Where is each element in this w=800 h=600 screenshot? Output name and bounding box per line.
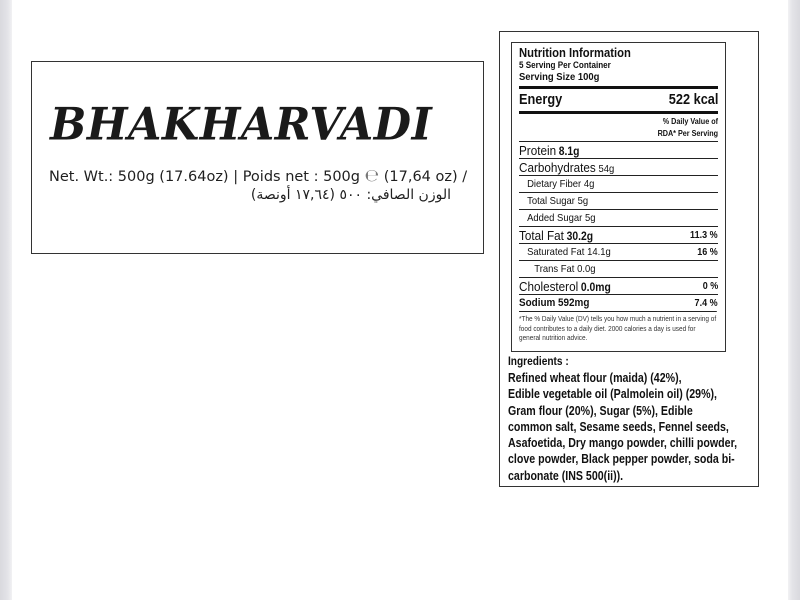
- ingredients-line: carbonate (INS 500(ii)).: [508, 468, 624, 483]
- ingredients-section: [508, 354, 758, 484]
- net-weight-en-fr: Net. Wt.: 500g (17.64oz) | Poids net : 500g: [49, 169, 360, 185]
- energy-label: Energy: [519, 92, 563, 108]
- nutrient-row-dietary-fiber: [519, 175, 718, 192]
- right-edge-shadow: [788, 0, 800, 600]
- nutrient-row-carbohydrates: [519, 158, 718, 175]
- nutrient-amount: 0.0g: [577, 263, 596, 275]
- nutrient-row-total-sugar: [519, 192, 718, 209]
- nutrient-name: Cholesterol: [519, 278, 579, 294]
- ingredients-line: clove powder, Black pepper powder, soda bi-: [508, 452, 735, 467]
- nutrient-amount: 14.1g: [587, 246, 611, 258]
- nutrient-dv: 7.4 %: [694, 297, 718, 309]
- nutrient-amount: 0.0mg: [580, 281, 611, 294]
- energy-value: 522 kcal: [668, 92, 718, 108]
- nutrient-row-added-sugar: [519, 209, 718, 226]
- net-weight-text: [49, 166, 479, 186]
- nutrient-amount: 30.2g: [566, 230, 594, 243]
- ingredients-line: Refined wheat flour (maida) (42%),: [508, 371, 682, 385]
- ingredients-line: Edible vegetable oil (Palmolein oil) (29%),: [508, 387, 718, 402]
- nutrient-amount: 8.1g: [558, 145, 580, 158]
- nutrient-name: Total Fat: [519, 227, 564, 243]
- nutrient-name: Saturated Fat: [527, 246, 585, 258]
- nutrition-title: Nutrition Information: [519, 46, 631, 60]
- nutrient-row-saturated-fat: [519, 243, 718, 260]
- nutrient-name: Carbohydrates: [519, 159, 596, 175]
- product-name: BHAKHARVADI: [50, 98, 433, 152]
- product-name-panel: [31, 61, 484, 254]
- nutrient-row-sodium: [519, 294, 718, 311]
- nutrient-name: Added Sugar: [527, 212, 583, 224]
- nutrient-row-trans-fat: [519, 260, 718, 277]
- nutrient-amount: 5g: [584, 212, 596, 224]
- nutrient-dv: 0 %: [702, 280, 718, 292]
- estimated-sign-icon: ℮: [364, 166, 380, 186]
- nutrient-row-cholesterol: [519, 277, 718, 294]
- nutrient-name: Sodium: [519, 297, 556, 309]
- nutrient-name: Total Sugar: [527, 195, 575, 207]
- net-weight-fr-tail: (17,64 oz) /: [379, 169, 468, 185]
- nutrient-dv: 11.3 %: [690, 229, 718, 241]
- nutrient-row-total-fat: [519, 226, 718, 243]
- ingredients-line: common salt, Sesame seeds, Fennel seeds,: [508, 419, 729, 434]
- nutrient-amount: 4g: [583, 178, 595, 190]
- ingredients-line: Gram flour (20%), Sugar (5%), Edible: [508, 403, 693, 418]
- nutrient-amount: 5g: [577, 195, 589, 207]
- serving-size: Serving Size 100g: [519, 71, 600, 83]
- nutrition-facts-table: [511, 42, 726, 352]
- nutrient-name: Trans Fat: [534, 263, 575, 275]
- daily-value-footnote: *The % Daily Value (DV) tells you how much a nutrient in a serving of food contributes to a daily diet. 2000 calories a day is used for general nutrition advice.: [519, 311, 717, 344]
- nutrient-row-protein: [519, 141, 718, 158]
- nutrition-ingredients-panel: [499, 31, 759, 487]
- ingredients-title: Ingredients :: [508, 356, 569, 368]
- daily-value-header: [519, 114, 718, 141]
- nutrient-name: Dietary Fiber: [527, 178, 582, 190]
- left-edge-shadow: [0, 0, 12, 600]
- nutrient-amount: 54g: [598, 162, 615, 175]
- energy-row: [519, 89, 718, 111]
- dv-header-line2: RDA* Per Serving: [657, 129, 718, 138]
- net-weight-arabic: الوزن الصافي: ٥٠٠ (١٧,٦٤ أونصة): [250, 187, 451, 203]
- dv-header-line1: % Daily Value of: [662, 117, 718, 126]
- ingredients-line: Asafoetida, Dry mango powder, chilli powder,: [508, 436, 738, 451]
- nutrient-dv: 16 %: [697, 246, 718, 258]
- nutrient-amount: 592mg: [558, 297, 590, 309]
- nutrient-name: Protein: [519, 142, 557, 158]
- servings-per-container: 5 Serving Per Container: [519, 60, 611, 70]
